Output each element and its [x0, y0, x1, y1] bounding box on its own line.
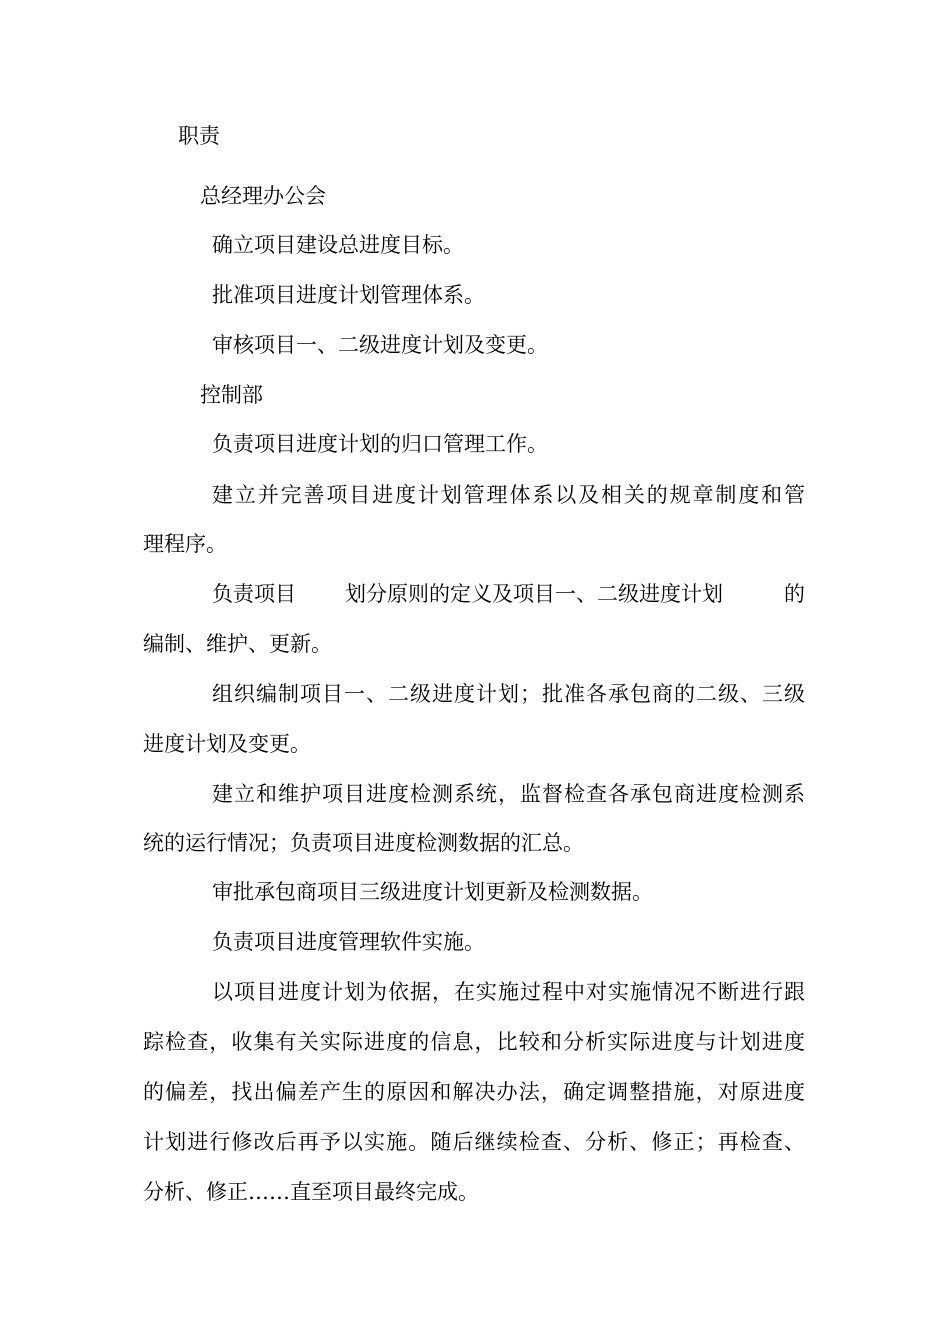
closing-paragraph-line: 计划进行修改后再予以实施。随后继续检查、分析、修正；再检查、 [143, 1130, 805, 1154]
list-item: 负责项目进度管理软件实施。 [212, 930, 485, 954]
list-item: 确立项目建设总进度目标。 [212, 233, 464, 257]
list-item-continuation: 统的运行情况；负责项目进度检测数据的汇总。 [143, 831, 584, 855]
list-item-part: 划分原则的定义及项目一、二级进度计划 [345, 582, 723, 606]
section-heading-control-dept: 控制部 [200, 383, 263, 407]
list-item-continuation: 进度计划及变更。 [143, 732, 311, 756]
list-item-with-gaps [0, 582, 950, 608]
closing-paragraph-line: 以项目进度计划为依据，在实施过程中对实施情况不断进行跟 [212, 980, 805, 1004]
closing-paragraph-line: 分析、修正……直至项目最终完成。 [143, 1180, 479, 1204]
section-heading-general-manager: 总经理办公会 [200, 184, 326, 208]
list-item: 批准项目进度计划管理体系。 [212, 283, 485, 307]
list-item-part: 负责项目 [212, 582, 296, 606]
closing-paragraph-line: 踪检查，收集有关实际进度的信息，比较和分析实际进度与计划进度 [143, 1030, 805, 1054]
list-item: 建立和维护项目进度检测系统，监督检查各承包商进度检测系 [212, 782, 805, 806]
list-item: 审核项目一、二级进度计划及变更。 [212, 333, 548, 357]
list-item: 组织编制项目一、二级进度计划；批准各承包商的二级、三级 [212, 682, 805, 706]
list-item-continuation: 编制、维护、更新。 [143, 632, 332, 656]
list-item-part: 的 [784, 582, 805, 606]
list-item: 负责项目进度计划的归口管理工作。 [212, 432, 548, 456]
closing-paragraph-line: 的偏差，找出偏差产生的原因和解决办法，确定调整措施，对原进度 [143, 1080, 805, 1104]
list-item-continuation: 理程序。 [143, 532, 227, 556]
page-title: 职责 [178, 124, 220, 148]
list-item: 建立并完善项目进度计划管理体系以及相关的规章制度和管 [212, 483, 805, 507]
list-item: 审批承包商项目三级进度计划更新及检测数据。 [212, 880, 653, 904]
